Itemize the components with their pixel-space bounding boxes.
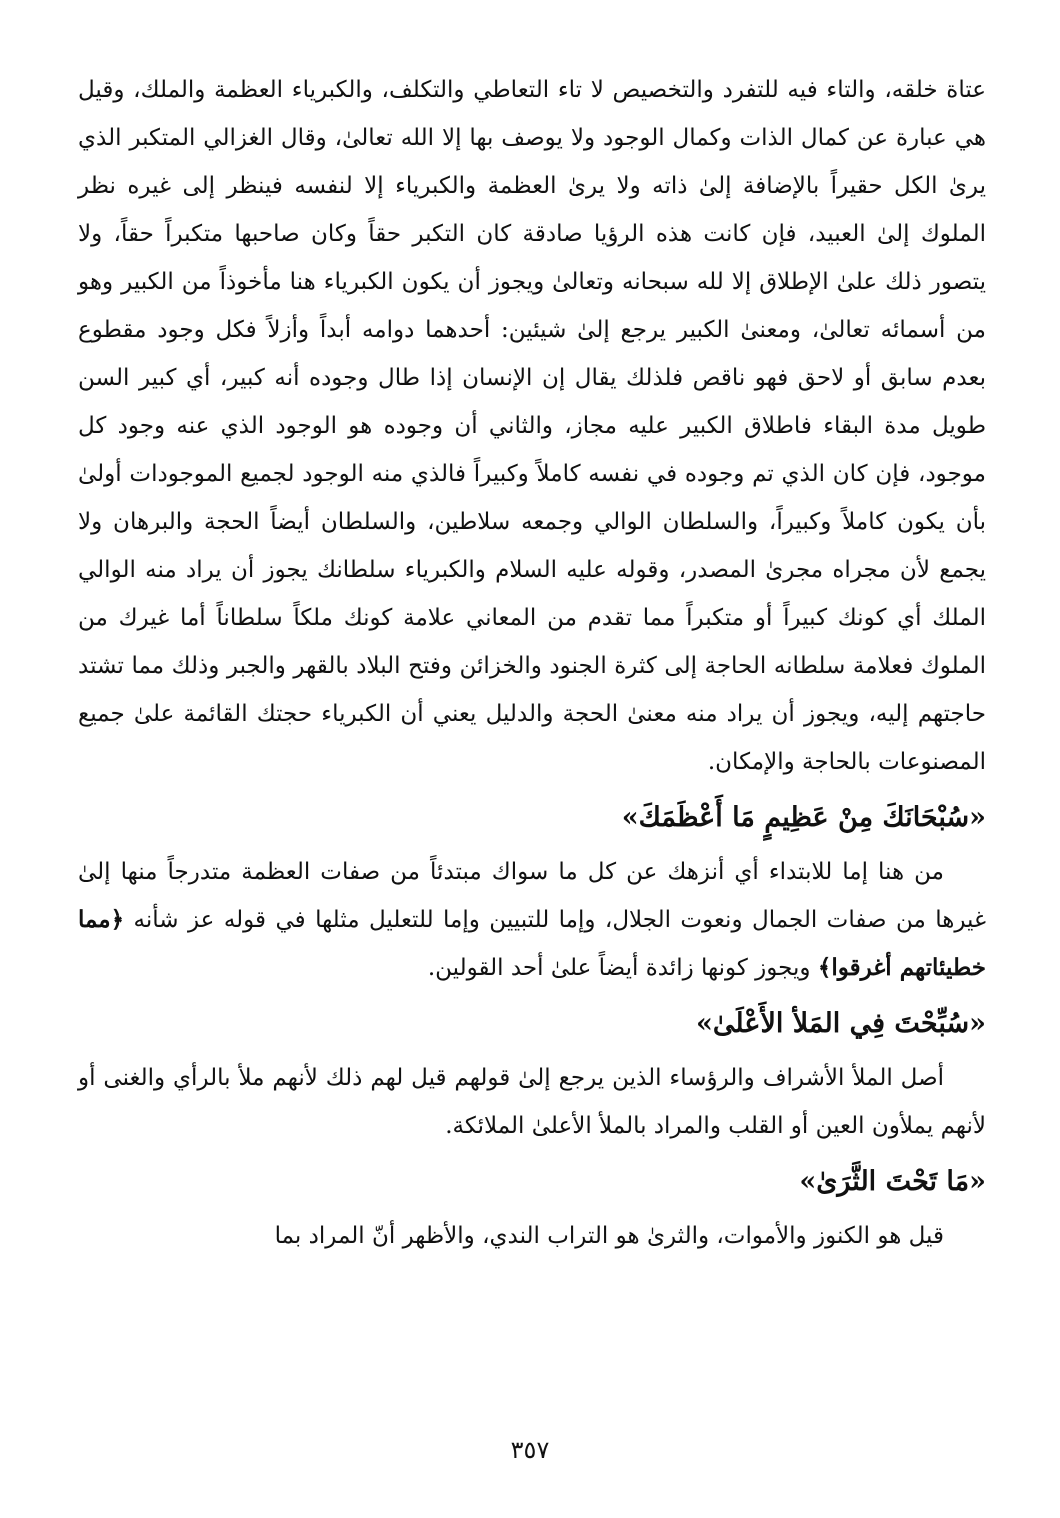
paragraph-4: قيل هو الكنوز والأموات، والثرىٰ هو التراب الندي، والأظهر أنّ المراد بما <box>274 1223 944 1249</box>
paragraph-2 <box>78 848 986 992</box>
heading-subhanaka: «سُبْحَانَكَ مِنْ عَظِيمٍ مَا أَعْظَمَكَ» <box>621 802 986 833</box>
paragraph-2-text-start: من هنا إما للابتداء أي أنزهك عن كل ما سواك مبتدئاً من صفات العظمة متدرجاً منها إلىٰ غيرها من صفات الجمال ونعوت الجلال، وإما للتبيين وإما للتعليل مثلها في قوله عز شأنه <box>78 859 986 933</box>
paragraph-2-text-end: ويجوز كونها زائدة أيضاً علىٰ أحد القولين. <box>427 955 818 981</box>
paragraph-3: أصل الملأ الأشراف والرؤساء الذين يرجع إلىٰ قولهم قيل لهم ذلك لأنهم ملأ بالرأي والغنى أو لأنهم يملأون العين أو القلب والمراد بالملأ الأعلىٰ الملائكة. <box>78 1065 986 1139</box>
paragraph-1: عتاة خلقه، والتاء فيه للتفرد والتخصيص لا تاء التعاطي والتكلف، والكبرياء العظمة والملك، وقيل هي عبارة عن كمال الذات وكمال الوجود ولا يوصف بها إلا الله تعالىٰ، وقال الغزالي المتكبر الذي يرىٰ الكل حقيراً بالإضافة إلىٰ ذاته ولا يرىٰ العظمة والكبرياء إلا لنفسه فينظر إلى غيره نظر الملوك إلىٰ العبيد، فإن كانت هذه الرؤيا صادقة كان التكبر حقاً وكان صاحبها متكبراً حقاً، ولا يتصور ذلك علىٰ الإطلاق إلا لله سبحانه وتعالىٰ ويجوز أن يكون الكبرياء هنا مأخوذاً من الكبير وهو من أسمائه تعالىٰ، ومعنىٰ الكبير يرجع إلىٰ شيئين: أحدهما دوامه أبداً وأزلاً فكل وجود مقطوع بعدم سابق أو لاحق فهو ناقص فلذلك يقال إن الإنسان إذا طال وجوده أنه كبير، أي كبير السن طويل مدة البقاء فاطلاق الكبير عليه مجاز، والثاني أن وجوده هو الوجود الذي عنه وجود كل موجود، فإن كان الذي تم وجوده في نفسه كاملاً وكبيراً فالذي منه الوجود لجميع الموجودات أولىٰ بأن يكون كاملاً وكبيراً، والسلطان الوالي وجمعه سلاطين، والسلطان أيضاً الحجة والبرهان ولا يجمع لأن مجراه مجرىٰ المصدر، وقوله عليه السلام والكبرياء سلطانك يجوز أن يراد منه الوالي الملك أي كونك كبيراً أو متكبراً مما تقدم من المعاني علامة كونك ملكاً سلطاناً أما غيرك من الملوك فعلامة سلطانه الحاجة إلى كثرة الجنود والخزائن وفتح البلاد بالقهر والجبر وذلك مما تشتد حاجتهم إليه، ويجوز أن يراد منه معنىٰ الحجة والدليل يعني أن الكبرياء حجتك القائمة علىٰ جميع المصنوعات بالحاجة والإمكان. <box>78 77 986 775</box>
heading-subbihta: «سُبِّحْتَ فِي المَلأ الأَعْلَىٰ» <box>696 1008 986 1039</box>
heading-ma-taht-alththara: «مَا تَحْتَ الثَّرَىٰ» <box>799 1166 986 1197</box>
page-number: ٣٥٧ <box>510 1436 550 1464</box>
quran-quote: ﴿مما خطيئاتهم أغرقوا﴾ <box>78 906 986 981</box>
page-body <box>78 66 986 1260</box>
